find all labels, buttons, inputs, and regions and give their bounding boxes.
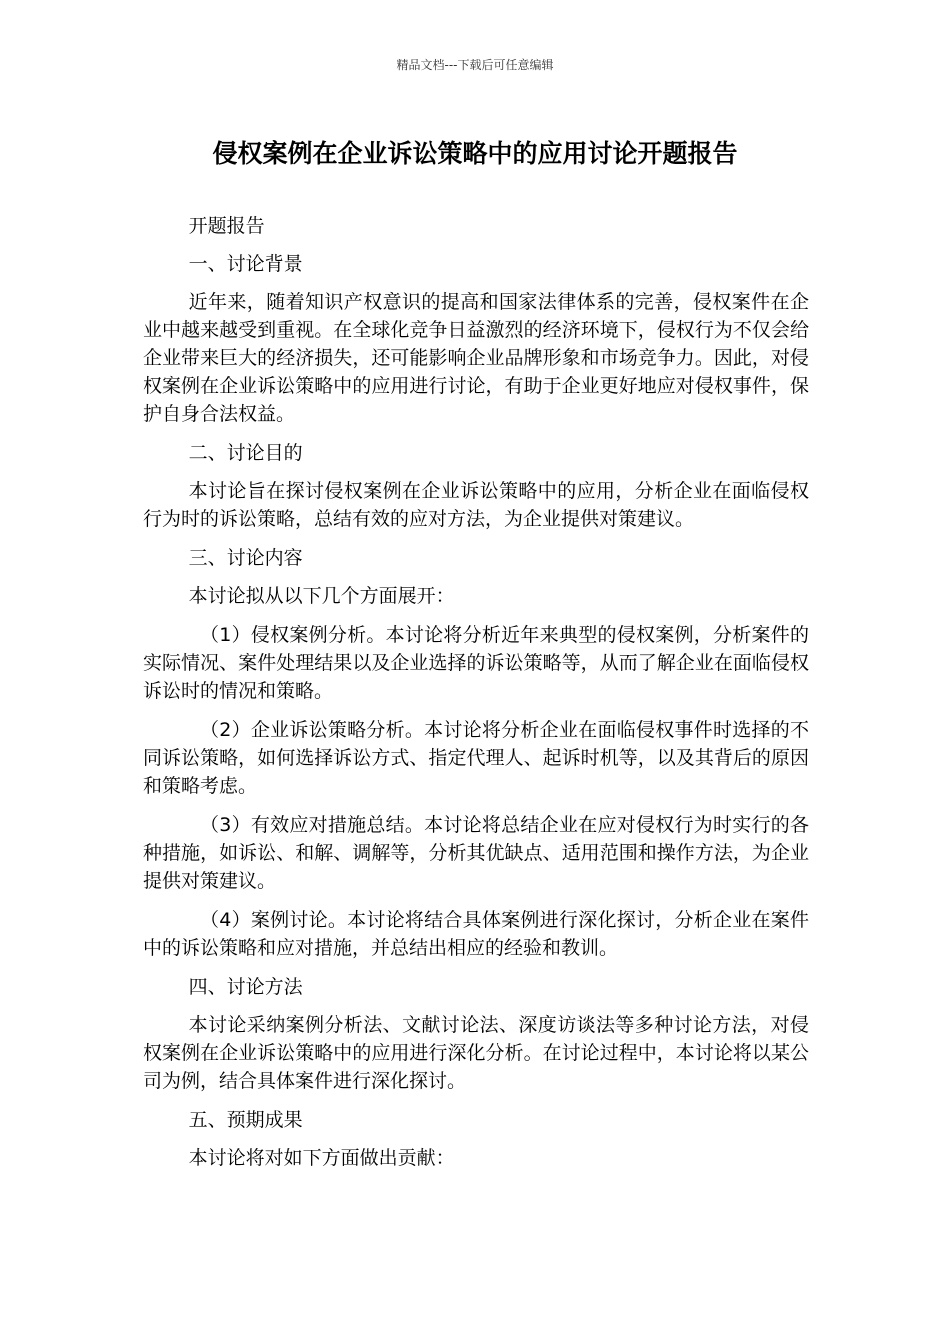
paragraph-content-intro: 本讨论拟从以下几个方面展开： xyxy=(188,585,455,607)
list-item-case-analysis: （1）侵权案例分析。本讨论将分析近年来典型的侵权案例，分析案件的实际情况、案件处理结果以及企业选择的诉讼策略等，从而了解企业在面临侵权诉讼时的情况和策略。 xyxy=(143,624,809,702)
header-note: 精品文档---下载后可任意编辑 xyxy=(396,58,554,72)
section-heading-method: 四、讨论方法 xyxy=(188,976,303,998)
document-body xyxy=(143,212,809,1183)
paragraph-background: 近年来，随着知识产权意识的提高和国家法律体系的完善，侵权案件在企业中越来越受到重视。在全球化竞争日益激烈的经济环境下，侵权行为不仅会给企业带来巨大的经济损失，还可能影响企业品牌形象和市场竞争力。因此，对侵权案例在企业诉讼策略中的应用进行讨论，有助于企业更好地应对侵权事件，保护自身合法权益。 xyxy=(143,291,809,425)
section-heading-purpose: 二、讨论目的 xyxy=(188,442,303,464)
paragraph-method: 本讨论采纳案例分析法、文献讨论法、深度访谈法等多种讨论方法，对侵权案例在企业诉讼策略中的应用进行深化分析。在讨论过程中，本讨论将以某公司为例，结合具体案件进行深化探讨。 xyxy=(143,1014,809,1092)
paragraph-purpose: 本讨论旨在探讨侵权案例在企业诉讼策略中的应用，分析企业在面临侵权行为时的诉讼策略，总结有效的应对方法，为企业提供对策建议。 xyxy=(143,480,809,530)
section-heading-content: 三、讨论内容 xyxy=(188,547,303,569)
section-heading-report: 开题报告 xyxy=(188,215,265,237)
paragraph-outcomes: 本讨论将对如下方面做出贡献： xyxy=(188,1147,455,1169)
section-heading-outcomes: 五、预期成果 xyxy=(188,1109,303,1131)
document-title: 侵权案例在企业诉讼策略中的应用讨论开题报告 xyxy=(212,139,738,168)
section-heading-background: 一、讨论背景 xyxy=(188,253,303,275)
list-item-strategy-analysis: （2）企业诉讼策略分析。本讨论将分析企业在面临侵权事件时选择的不同诉讼策略，如何选择诉讼方式、指定代理人、起诉时机等，以及其背后的原因和策略考虑。 xyxy=(143,719,809,797)
list-item-case-discussion: （4）案例讨论。本讨论将结合具体案例进行深化探讨，分析企业在案件中的诉讼策略和应对措施，并总结出相应的经验和教训。 xyxy=(143,909,809,959)
list-item-measures-summary: （3）有效应对措施总结。本讨论将总结企业在应对侵权行为时实行的各种措施，如诉讼、和解、调解等，分析其优缺点、适用范围和操作方法，为企业提供对策建议。 xyxy=(143,814,809,892)
